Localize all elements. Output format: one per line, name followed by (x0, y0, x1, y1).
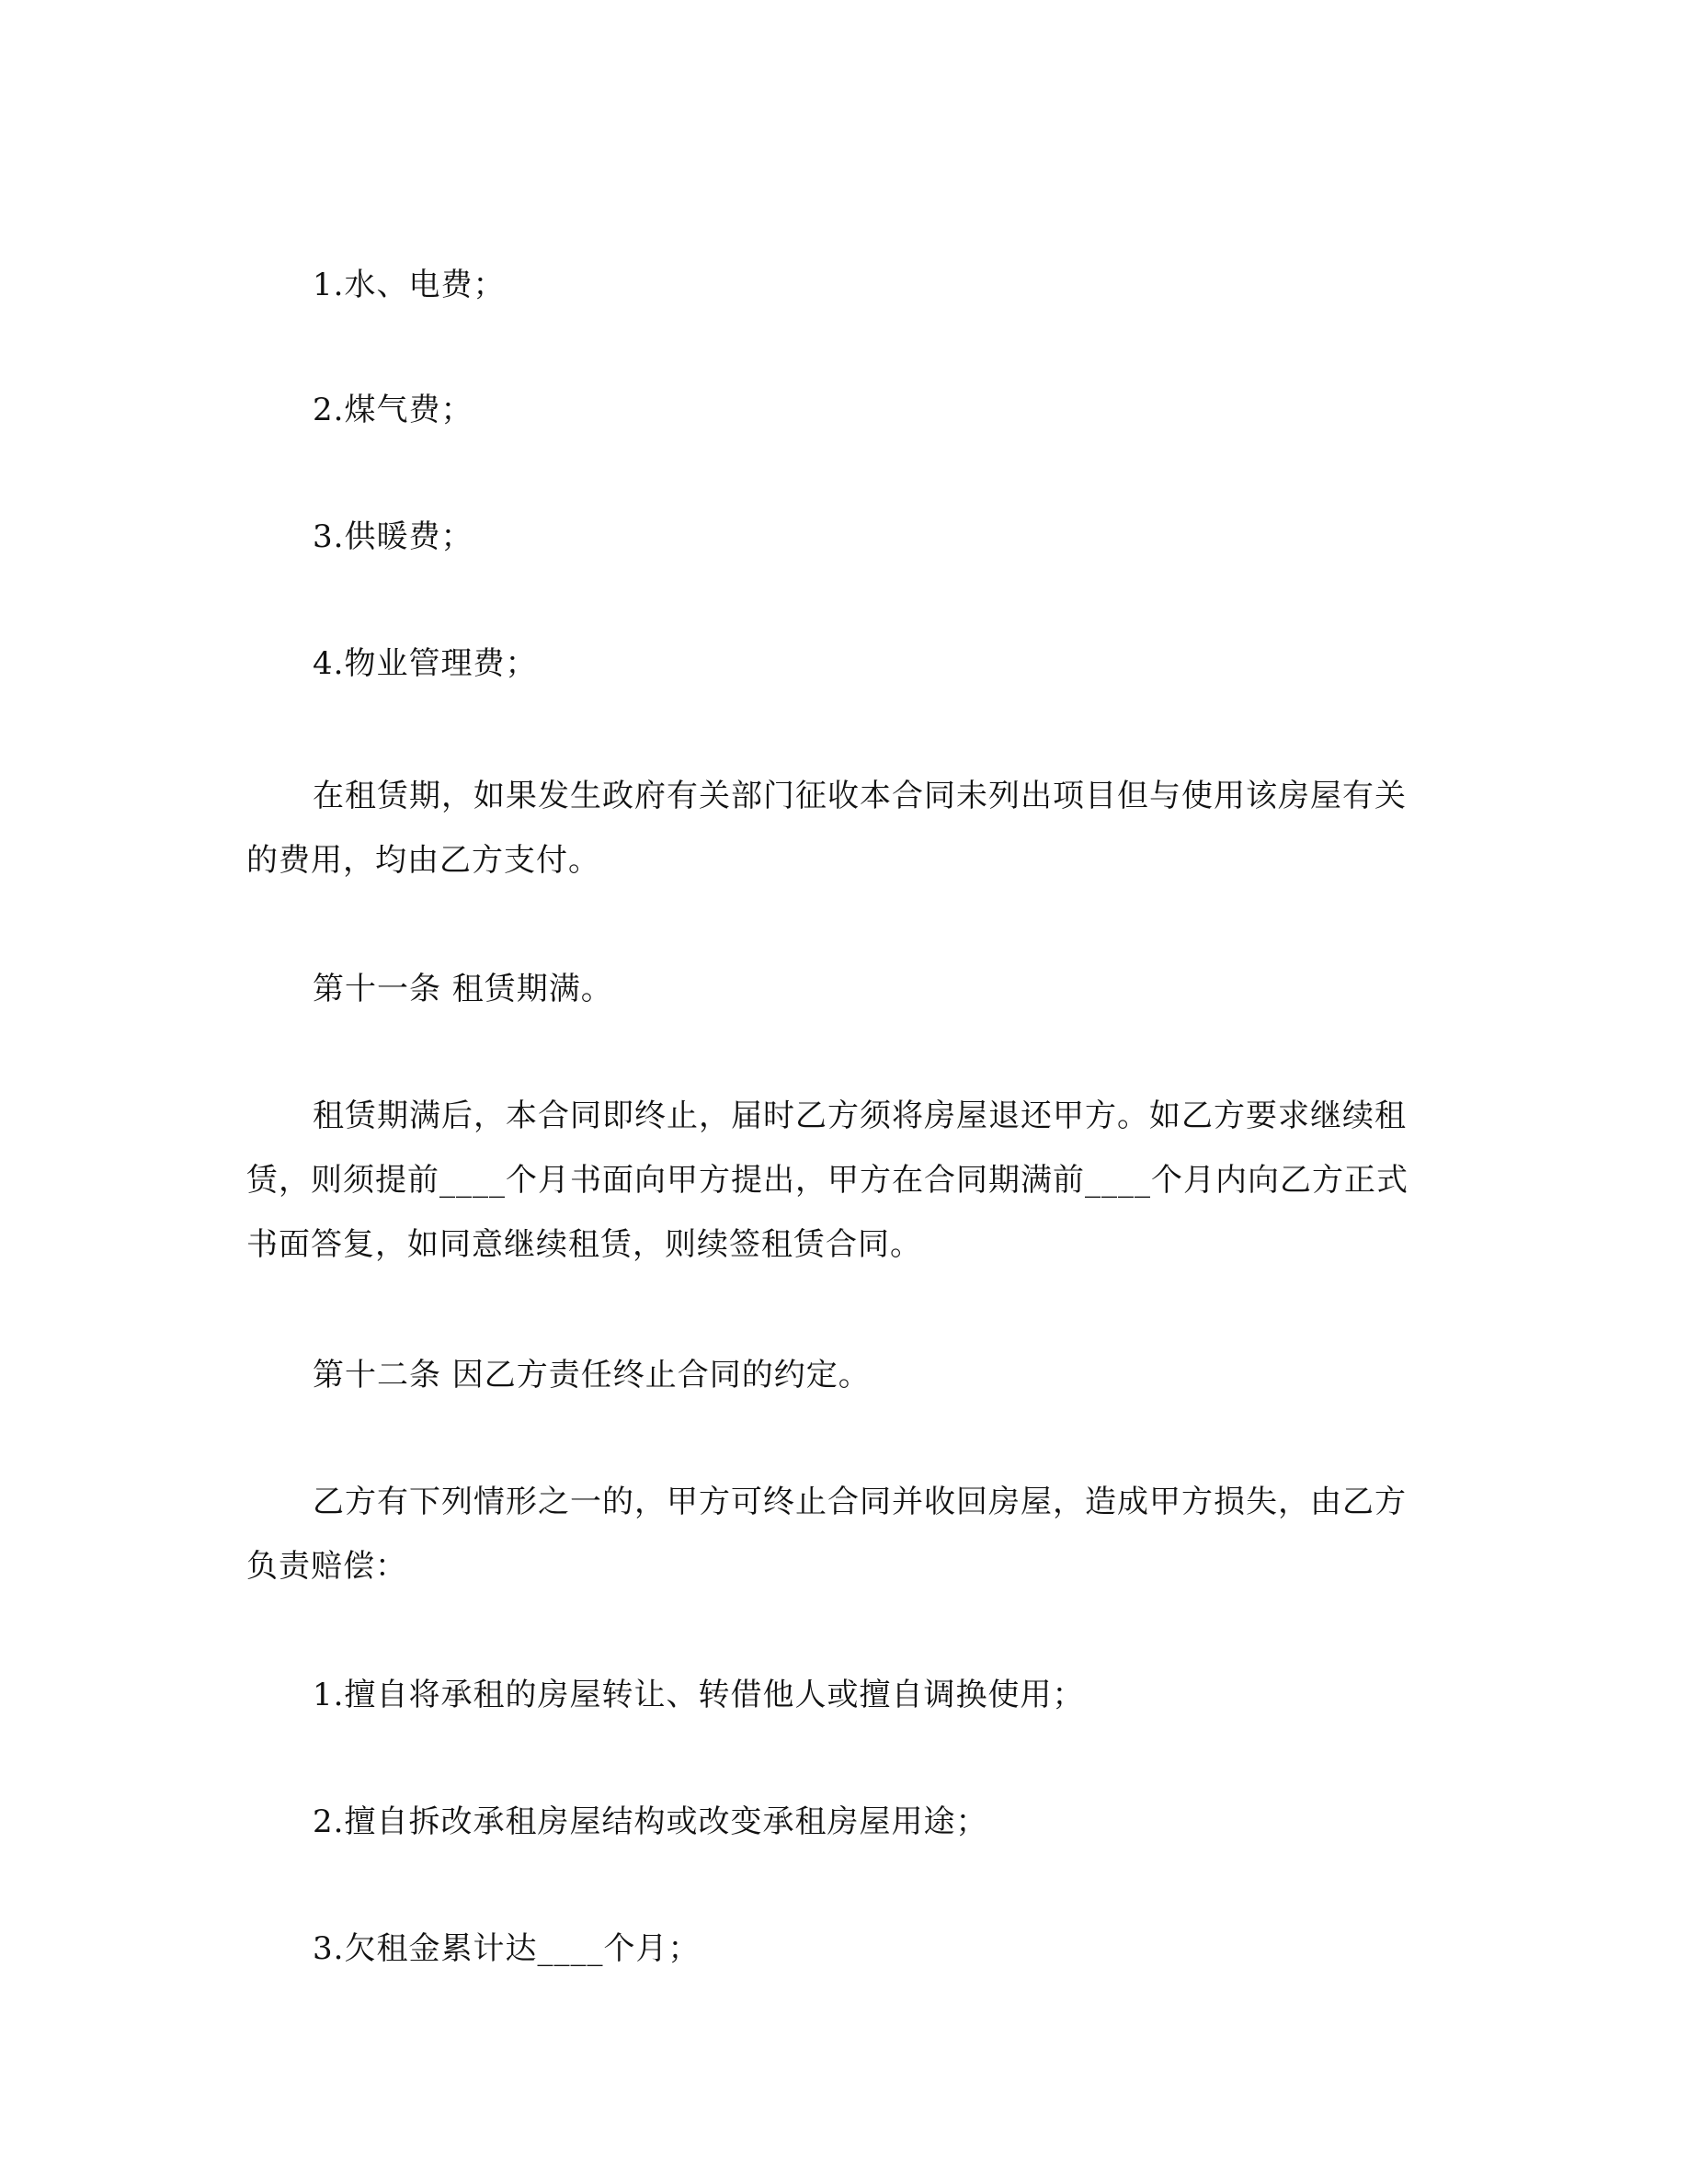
termination-item-alteration: 2.擅自拆改承租房屋结构或改变承租房屋用途； (313, 1803, 988, 1840)
paragraph-lease-expiry-line-3: 书面答复，如同意继续租赁，则续签租赁合同。 (246, 1226, 922, 1263)
paragraph-termination-line-2: 负责赔偿： (246, 1548, 407, 1585)
fee-item-property-management: 4.物业管理费； (313, 645, 538, 682)
fee-item-gas: 2.煤气费； (313, 392, 473, 428)
article-12-heading: 第十二条 因乙方责任终止合同的约定。 (313, 1357, 871, 1393)
termination-item-rent-arrears: 3.欠租金累计达____个月； (313, 1930, 701, 1967)
paragraph-termination-line-1: 乙方有下列情形之一的，甲方可终止合同并收回房屋，造成甲方损失，由乙方 (313, 1484, 1407, 1520)
paragraph-lease-expiry-line-2: 赁，则须提前____个月书面向甲方提出，甲方在合同期满前____个月内向乙方正式 (246, 1162, 1409, 1199)
paragraph-lease-expiry-line-1: 租赁期满后，本合同即终止，届时乙方须将房屋退还甲方。如乙方要求继续租 (313, 1098, 1407, 1134)
article-11-heading: 第十一条 租赁期满。 (313, 971, 613, 1007)
paragraph-government-fees-line-2: 的费用，均由乙方支付。 (246, 842, 600, 879)
fee-item-heating: 3.供暖费； (313, 518, 473, 555)
termination-item-sublet: 1.擅自将承租的房屋转让、转借他人或擅自调换使用； (313, 1677, 1085, 1713)
paragraph-government-fees-line-1: 在租赁期，如果发生政府有关部门征收本合同未列出项目但与使用该房屋有关 (313, 778, 1407, 814)
fee-item-water-electricity: 1.水、电费； (313, 267, 506, 303)
